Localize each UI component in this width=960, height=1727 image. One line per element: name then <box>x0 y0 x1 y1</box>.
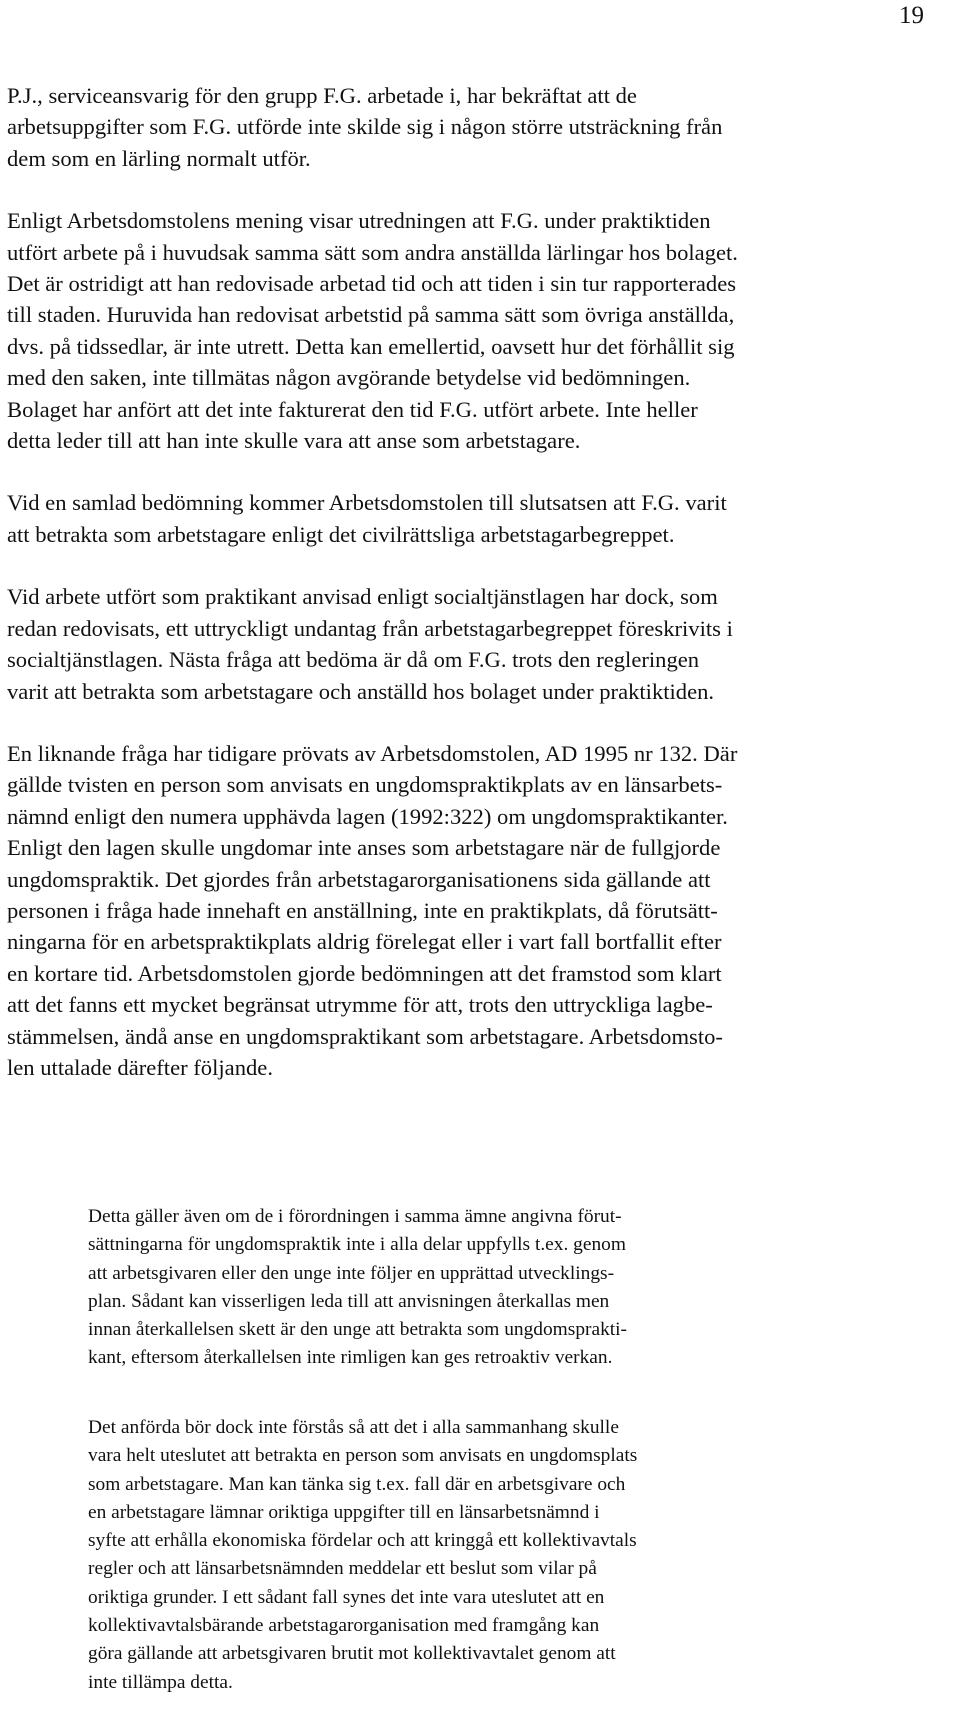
text-line: med den saken, inte tillmätas någon avgörande betydelse vid bedömningen. <box>7 365 691 391</box>
text-line: att betrakta som arbetstagare enligt det civilrättsliga arbetstagarbegreppet. <box>7 521 675 547</box>
quote-line: göra gällande att arbetsgivaren brutit mot kollektivavtalet genom att <box>88 1643 616 1665</box>
quote-line: syfte att erhålla ekonomiska fördelar och att kringgå ett kollektivavtals <box>88 1530 637 1552</box>
paragraph-3 <box>7 487 957 550</box>
text-line: dvs. på tidssedlar, är inte utrett. Detta kan emellertid, oavsett hur det förhållit sig <box>7 333 735 359</box>
paragraph-4 <box>7 581 957 707</box>
paragraph-2 <box>7 205 957 456</box>
text-line: Vid en samlad bedömning kommer Arbetsdomstolen till slutsatsen att F.G. varit <box>7 490 727 516</box>
text-line: att det fanns ett mycket begränsat utrymme för att, trots den uttryckliga lagbe- <box>7 992 713 1018</box>
quote-line: Detta gäller även om de i förordningen i samma ämne angivna förut- <box>88 1206 622 1227</box>
text-line: till staden. Huruvida han redovisat arbetstid på samma sätt som övriga anställda, <box>7 302 735 328</box>
quote-paragraph <box>88 1414 918 1697</box>
quote-line: innan återkallelsen skett är den unge att betrakta som ungdomsprakti- <box>88 1319 627 1341</box>
paragraph-1 <box>7 80 957 174</box>
block-quote-2 <box>88 1414 918 1697</box>
text-line: Enligt den lagen skulle ungdomar inte anses som arbetstagare när de fullgjorde <box>7 835 721 861</box>
text-line: dem som en lärling normalt utför. <box>7 145 311 171</box>
quote-line: oriktiga grunder. I ett sådant fall synes det inte vara uteslutet att en <box>88 1586 605 1608</box>
quote-line: sättningarna för ungdomspraktik inte i alla delar uppfylls t.ex. genom <box>88 1234 626 1256</box>
quote-line: att arbetsgivaren eller den unge inte följer en upprättad utvecklings- <box>88 1262 615 1284</box>
text-line: P.J., serviceansvarig för den grupp F.G. arbetade i, har bekräftat att de <box>7 83 637 108</box>
quote-paragraph <box>88 1203 918 1373</box>
text-line: En liknande fråga har tidigare prövats av Arbetsdomstolen, AD 1995 nr 132. Där <box>7 740 738 766</box>
text-line: ungdomspraktik. Det gjordes från arbetstagarorganisationens sida gällande att <box>7 866 711 892</box>
quote-line: plan. Sådant kan visserligen leda till att anvisningen återkallas men <box>88 1290 610 1312</box>
quote-line: inte tillämpa detta. <box>88 1671 233 1693</box>
text-line: gällde tvisten en person som anvisats en ungdomspraktikplats av en länsarbets- <box>7 772 723 798</box>
text-line: Enligt Arbetsdomstolens mening visar utredningen att F.G. under praktiktiden <box>7 208 711 234</box>
body-text <box>7 80 957 1083</box>
block-quote-1 <box>88 1203 918 1373</box>
text-line: len uttalade därefter följande. <box>7 1054 273 1080</box>
quote-line: regler och att länsarbetsnämnden meddelar ett beslut som vilar på <box>88 1558 597 1580</box>
text-line: Det är ostridigt att han redovisade arbetad tid och att tiden i sin tur rapporterades <box>7 271 737 297</box>
quote-line: kollektivavtalsbärande arbetstagarorganisation med framgång kan <box>88 1615 600 1637</box>
text-line: arbetsuppgifter som F.G. utförde inte skilde sig i någon större utsträckning från <box>7 114 723 140</box>
quote-line: en arbetstagare lämnar oriktiga uppgifter till en länsarbetsnämnd i <box>88 1501 600 1523</box>
text-line: personen i fråga hade innehaft en anställning, inte en praktikplats, då förutsätt- <box>7 897 718 923</box>
paragraph-5 <box>7 738 957 1083</box>
text-line: en kortare tid. Arbetsdomstolen gjorde bedömningen att det framstod som klart <box>7 960 722 986</box>
text-line: Bolaget har anfört att det inte fakturerat den tid F.G. utfört arbete. Inte heller <box>7 396 698 422</box>
text-line: utfört arbete på i huvudsak samma sätt som andra anställda lärlingar hos bolaget. <box>7 239 738 265</box>
text-line: redan redovisats, ett uttryckligt undantag från arbetstagarbegreppet föreskrivits i <box>7 615 733 641</box>
text-line: Vid arbete utfört som praktikant anvisad enligt socialtjänstlagen har dock, som <box>7 584 718 610</box>
text-line: detta leder till att han inte skulle vara att anse som arbetstagare. <box>7 428 581 454</box>
text-line: stämmelsen, ändå anse en ungdomspraktikant som arbetstagare. Arbetsdomsto- <box>7 1023 723 1049</box>
text-line: varit att betrakta som arbetstagare och anställd hos bolaget under praktiktiden. <box>7 678 715 704</box>
quote-line: vara helt uteslutet att betrakta en person som anvisats en ungdomsplats <box>88 1445 638 1467</box>
text-line: socialtjänstlagen. Nästa fråga att bedöma är då om F.G. trots den regleringen <box>7 647 700 673</box>
page-number: 19 <box>899 2 924 29</box>
text-line: ningarna för en arbetspraktikplats aldrig förelegat eller i vart fall bortfallit efter <box>7 929 722 955</box>
quote-line: kant, eftersom återkallelsen inte rimligen kan ges retroaktiv verkan. <box>88 1347 613 1369</box>
text-line: nämnd enligt den numera upphävda lagen (1992:322) om ungdomspraktikanter. <box>7 803 728 829</box>
quote-line: som arbetstagare. Man kan tänka sig t.ex. fall där en arbetsgivare och <box>88 1473 626 1495</box>
quote-line: Det anförda bör dock inte förstås så att det i alla sammanhang skulle <box>88 1417 619 1438</box>
